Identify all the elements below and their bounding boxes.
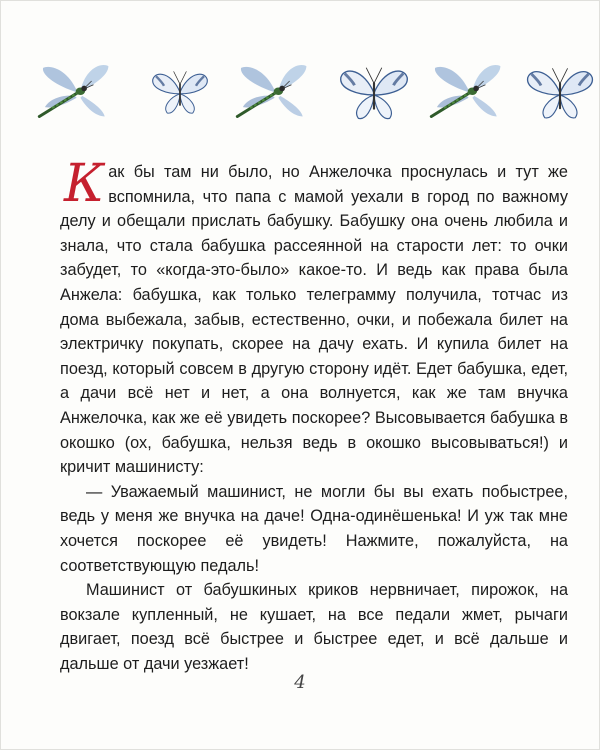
decorative-insect-border — [30, 56, 590, 146]
story-paragraph — [60, 154, 568, 480]
butterfly-icon — [148, 64, 212, 122]
page-number: 4 — [294, 672, 306, 693]
dragonfly-icon — [422, 62, 506, 128]
dialogue-paragraph: — Уважаемый машинист, не могли бы вы ехать побыстрее, ведь у меня же внучка на даче! Одна-одинёшенька! И уж так мне хочется поскорее её увидеть! Нажмите, пожалуйста, на соответствующую педаль! — [60, 482, 568, 575]
drop-cap: К — [64, 154, 105, 214]
dragonfly-icon — [30, 62, 114, 128]
butterfly-icon — [335, 56, 413, 132]
paragraph-1-text: ак бы там ни было, но Анжелочка проснулась и тут же вспомнила, что папа с мамой уехали в город по важному делу и обещали прислать бабушку. Бабушку она очень любила и знала, что стала бабушка рассеянной на старости лет: то очки забудет, то «когда-это-было» какое-то. И ведь как права была Анжела: бабушка, как только телеграмму получила, тотчас из дома выбежала, забыв, естественно, очки, и побежала билет на электричку покупать, скорее на дачу ехать. И купила билет на поезд, который совсем в другую сторону идёт. Едет бабушка, едет, а дачи всё нет и нет, а она волнуется, как же там внучка Анжелочка, как же её увидеть поскорее? Высовывается бабушка в окошко (ох, бабушка, нельзя ведь в окошко высовываться!) и кричит машинисту: — [60, 163, 568, 477]
story-text — [60, 154, 568, 676]
dragonfly-icon — [228, 62, 312, 128]
story-paragraph-3: Машинист от бабушкиных криков нервничает, пирожок, на вокзале купленный, не кушает, на все педали жмет, рычаги двигает, поезд всё быстрее и быстрее едет, и всё дальше и дальше от дачи уезжает! — [60, 581, 568, 673]
butterfly-icon — [522, 56, 598, 132]
